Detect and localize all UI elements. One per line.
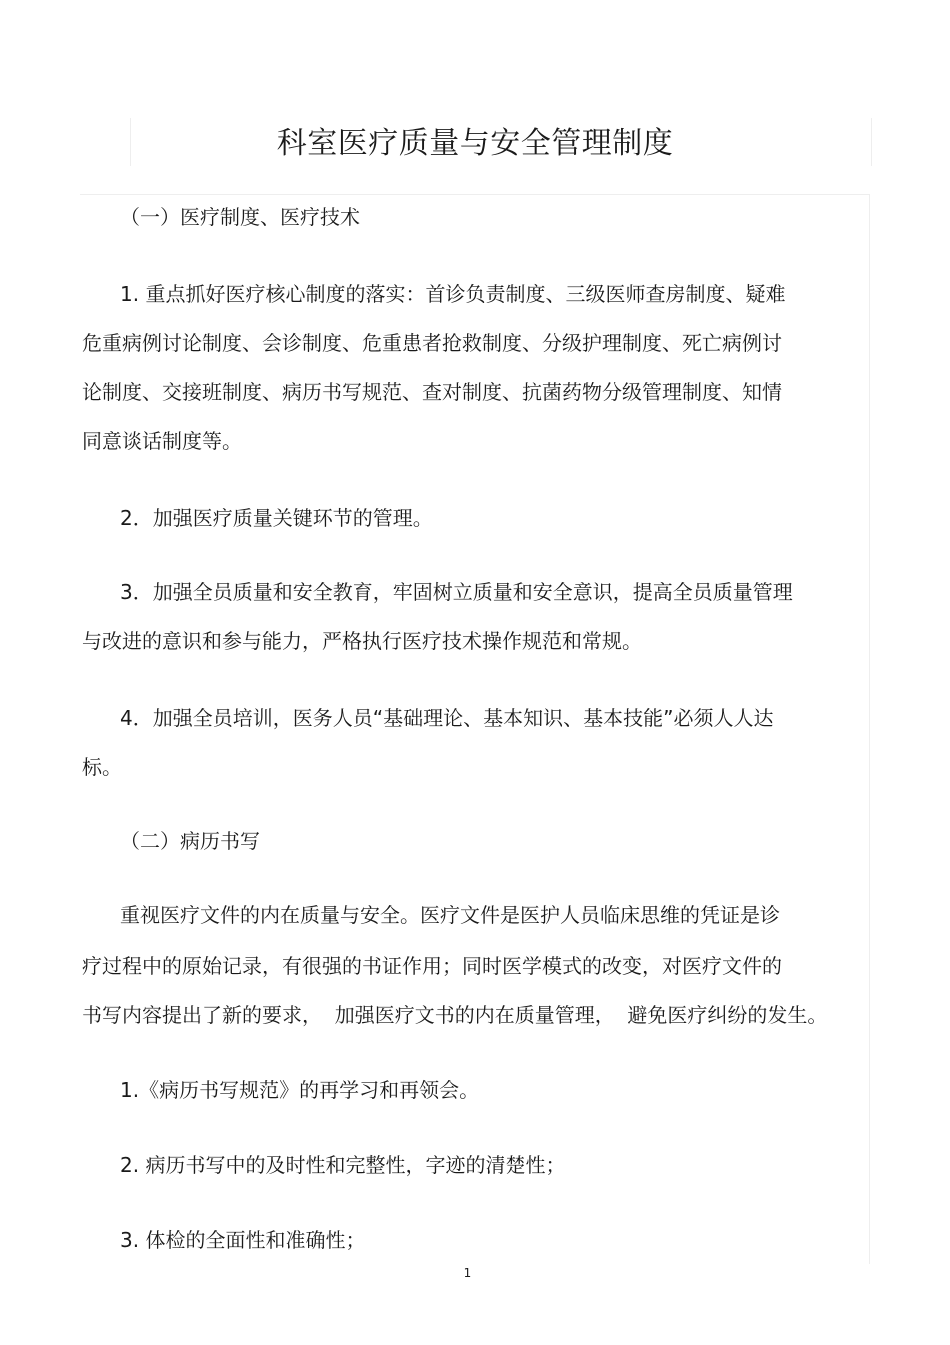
paragraph-line: 书写内容提出了新的要求， 加强医疗文书的内在质量管理， 避免医疗纠纷的发生。 [82,1003,828,1027]
page-number: 1 [463,1266,472,1280]
paragraph-line: 1. 重点抓好医疗核心制度的落实：首诊负责制度、三级医师查房制度、疑难 [120,282,786,306]
section-heading-medical-systems: （一）医疗制度、医疗技术 [120,205,360,229]
paragraph-line: 疗过程中的原始记录，有很强的书证作用；同时医学模式的改变，对医疗文件的 [82,954,782,978]
content-frame-right-rule [869,194,870,1264]
list-item: 1.《病历书写规范》的再学习和再领会。 [120,1078,480,1102]
paragraph-line: 与改进的意识和参与能力，严格执行医疗技术操作规范和常规。 [82,629,642,653]
paragraph-line: 2．加强医疗质量关键环节的管理。 [120,506,433,530]
paragraph-line: 论制度、交接班制度、病历书写规范、查对制度、抗菌药物分级管理制度、知情 [82,380,782,404]
paragraph-line: 同意谈话制度等。 [82,429,242,453]
paragraph-line: 危重病例讨论制度、会诊制度、危重患者抢救制度、分级护理制度、死亡病例讨 [82,331,782,355]
list-item: 3. 体检的全面性和准确性； [120,1228,366,1252]
paragraph-line: 标。 [82,755,122,779]
paragraph-line: 重视医疗文件的内在质量与安全。医疗文件是医护人员临床思维的凭证是诊 [120,903,780,927]
list-item: 2. 病历书写中的及时性和完整性，字迹的清楚性； [120,1153,566,1177]
content-frame-top-rule [80,194,870,195]
document-title: 科室医疗质量与安全管理制度 [276,126,674,161]
section-heading-medical-records: （二）病历书写 [120,829,260,853]
paragraph-line: 4．加强全员培训，医务人员“基础理论、基本知识、基本技能”必须人人达 [120,706,774,730]
paragraph-line: 3．加强全员质量和安全教育，牢固树立质量和安全意识，提高全员质量管理 [120,580,793,604]
